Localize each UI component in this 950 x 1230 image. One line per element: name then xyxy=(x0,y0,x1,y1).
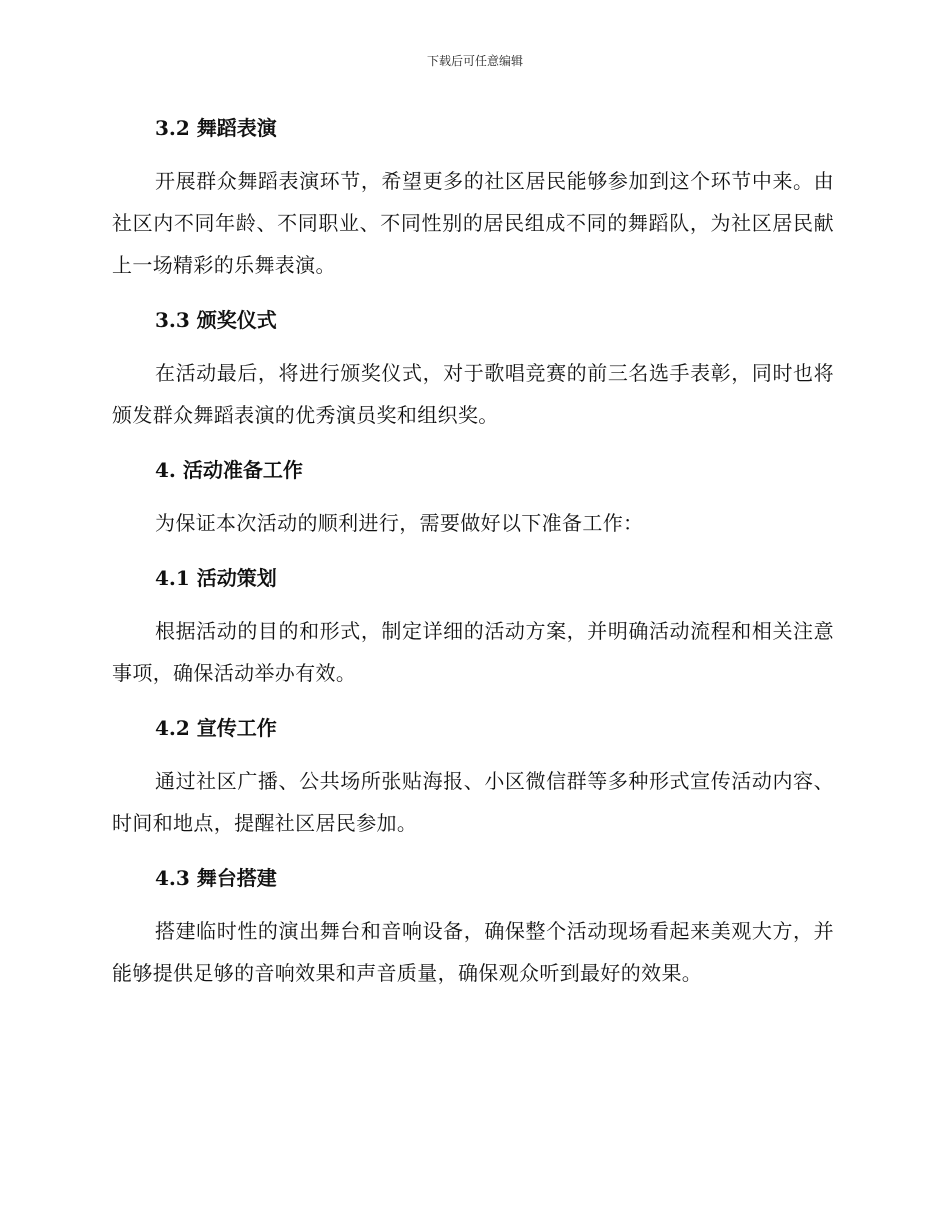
page-header: 下载后可任意编辑 xyxy=(426,54,523,68)
document-body xyxy=(112,108,834,994)
section-heading-4-2: 4.2 宣传工作 xyxy=(155,716,277,740)
section-heading-3-3: 3.3 颁奖仪式 xyxy=(155,308,277,332)
spacer xyxy=(112,436,834,450)
spacer xyxy=(112,340,834,352)
spacer xyxy=(112,844,834,858)
section-paragraph-4-2: 通过社区广播、公共场所张贴海报、小区微信群等多种形式宣传活动内容、时间和地点，提醒社区居民参加。 xyxy=(112,769,834,835)
spacer xyxy=(112,694,834,708)
section-paragraph-4-3: 搭建临时性的演出舞台和音响设备，确保整个活动现场看起来美观大方，并能够提供足够的音响效果和声音质量，确保观众听到最好的效果。 xyxy=(112,919,834,985)
section-heading-3-2: 3.2 舞蹈表演 xyxy=(155,116,277,140)
spacer xyxy=(112,490,834,502)
spacer xyxy=(112,286,834,300)
section-paragraph-3-2: 开展群众舞蹈表演环节，希望更多的社区居民能够参加到这个环节中来。由社区内不同年龄、不同职业、不同性别的居民组成不同的舞蹈队，为社区居民献上一场精彩的乐舞表演。 xyxy=(112,169,834,277)
spacer xyxy=(112,598,834,610)
section-heading-4: 4. 活动准备工作 xyxy=(155,458,303,482)
section-heading-4-1: 4.1 活动策划 xyxy=(155,566,277,590)
section-paragraph-4-1: 根据活动的目的和形式，制定详细的活动方案，并明确活动流程和相关注意事项，确保活动举办有效。 xyxy=(112,619,834,685)
section-heading-4-3: 4.3 舞台搭建 xyxy=(155,866,277,890)
spacer xyxy=(112,544,834,558)
spacer xyxy=(112,898,834,910)
section-paragraph-4: 为保证本次活动的顺利进行，需要做好以下准备工作： xyxy=(155,511,644,535)
spacer xyxy=(112,748,834,760)
section-paragraph-3-3: 在活动最后，将进行颁奖仪式，对于歌唱竞赛的前三名选手表彰，同时也将颁发群众舞蹈表演的优秀演员奖和组织奖。 xyxy=(112,361,834,427)
spacer xyxy=(112,148,834,160)
